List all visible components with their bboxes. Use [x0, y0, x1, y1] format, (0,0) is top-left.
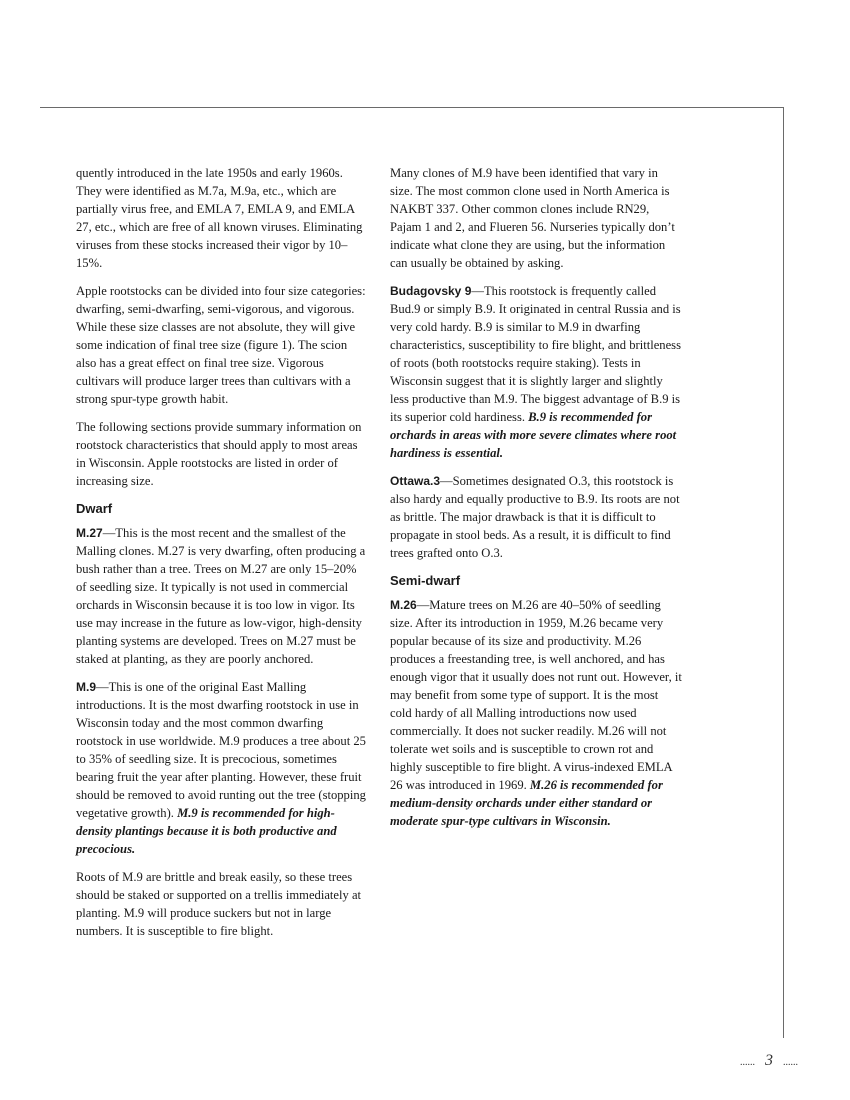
heading-dwarf: Dwarf: [76, 501, 113, 516]
term-m27: M.27: [76, 526, 103, 540]
paragraph-m27: [76, 524, 370, 668]
paragraph-b9: [390, 282, 682, 462]
recommendation-m9: M.9 is recommended for high-density plantings because it is both productive and precocious.: [76, 806, 337, 856]
right-column: [390, 164, 682, 840]
paragraph-o3: [390, 472, 682, 562]
paragraph-m9-roots: Roots of M.9 are brittle and break easily, so these trees should be staked or supported on a trellis immediately at planting. M.9 will produce suckers but not in large numbers. It is susceptible to fire blight.: [76, 870, 362, 938]
text-m27: —This is the most recent and the smallest of the Malling clones. M.27 is very dwarfing, often producing a bush rather than a tree. Trees on M.27 are only 15–20% of seedling size. It typically is not used in commercial orchards in Wisconsin because it is too low in vigor. Its use may increase in the future as low-vigor, high-density planting systems are developed. Trees on M.27 must be staked at planting, as they are poorly anchored.: [76, 526, 366, 666]
page-footer: [740, 1052, 830, 1070]
footer-dots-left: ......: [740, 1057, 755, 1068]
paragraph-size-categories: Apple rootstocks can be divided into four size categories: dwarfing, semi-dwarfing, semi-vigorous, and vigorous. While these size classes are not absolute, they will give some indication of final tree size (figure 1). The scion also has a great effect on final tree size. Vigorous cultivars will produce larger trees than cultivars with a strong spur-type growth habit.: [76, 284, 366, 406]
paragraph-virus-free: quently introduced in the late 1950s and early 1960s. They were identified as M.7a, M.9a, etc., which are partially virus free, and EMLA 7, EMLA 9, and EMLA 27, etc., which are free of all known viruses. Eliminating viruses from these stocks increased their vigor by 10–15%.: [76, 166, 363, 270]
paragraph-summary-intro: The following sections provide summary information on rootstock characteristics that should apply to most areas in Wisconsin. Apple rootstocks are listed in order of increasing size.: [76, 420, 362, 488]
text-b9: —This rootstock is frequently called Bud.9 or simply B.9. It originated in central Russia and is very cold hardy. B.9 is similar to M.9 in dwarfing characteristics, susceptibility to fire blight, and brittleness of roots (both rootstocks require staking). Tests in Wisconsin suggest that it is slightly larger and slightly less productive than M.9. The biggest advantage of B.9 is its superior cold hardiness.: [390, 284, 681, 424]
text-m9: —This is one of the original East Malling introductions. It is the most dwarfing rootstock in use in Wisconsin today and the most common dwarfing rootstock in use worldwide. M.9 produces a tree about 25 to 35% of seedling size. It is precocious, sometimes bearing fruit the year after planting. However, these fruit should be removed to avoid runting out the tree (stopping vegetative growth).: [76, 680, 366, 820]
paragraph-m9: [76, 678, 370, 858]
paragraph-m9-clones: Many clones of M.9 have been identified that vary in size. The most common clone used in North America is NAKBT 337. Other common clones include RN29, Pajam 1 and 2, and Flueren 56. Nurseries typically don’t indicate what clone they are using, but the information can usually be obtained by asking.: [390, 166, 675, 270]
right-rule: [783, 107, 784, 1038]
term-m26: M.26: [390, 598, 417, 612]
heading-semi-dwarf: Semi-dwarf: [390, 573, 461, 588]
term-b9: Budagovsky 9: [390, 284, 472, 298]
page-number: 3: [765, 1052, 773, 1069]
top-rule: [40, 107, 784, 108]
text-m26: —Mature trees on M.26 are 40–50% of seedling size. After its introduction in 1959, M.26 became very popular because of its size and productivity. M.26 produces a freestanding tree, is well anchored, and has enough vigor that it usually does not runt out. However, it may benefit from some type of support. It is the most cold hardy of all Malling introductions now used commercially. It does not sucker readily. M.26 will not tolerate wet soils and is susceptible to crown rot and highly susceptible to fire blight. A virus-indexed EMLA 26 was introduced in 1969.: [390, 598, 682, 792]
term-m9: M.9: [76, 680, 97, 694]
left-column: [76, 164, 370, 950]
paragraph-m26: [390, 596, 682, 830]
term-o3: Ottawa.3: [390, 474, 441, 488]
recommendation-m26: M.26 is recommended for medium-density orchards under either standard or moderate spur-type cultivars in Wisconsin.: [390, 778, 663, 828]
text-o3: —Sometimes designated O.3, this rootstock is also hardy and equally productive to B.9. Its roots are not as brittle. The major drawback is that it is difficult to propagate in stool beds. As a result, it is difficult to find trees grafted onto O.3.: [390, 474, 680, 560]
footer-dots-right: ......: [783, 1057, 798, 1068]
recommendation-b9: B.9 is recommended for orchards in areas with more severe climates where root hardiness is essential.: [390, 410, 677, 460]
